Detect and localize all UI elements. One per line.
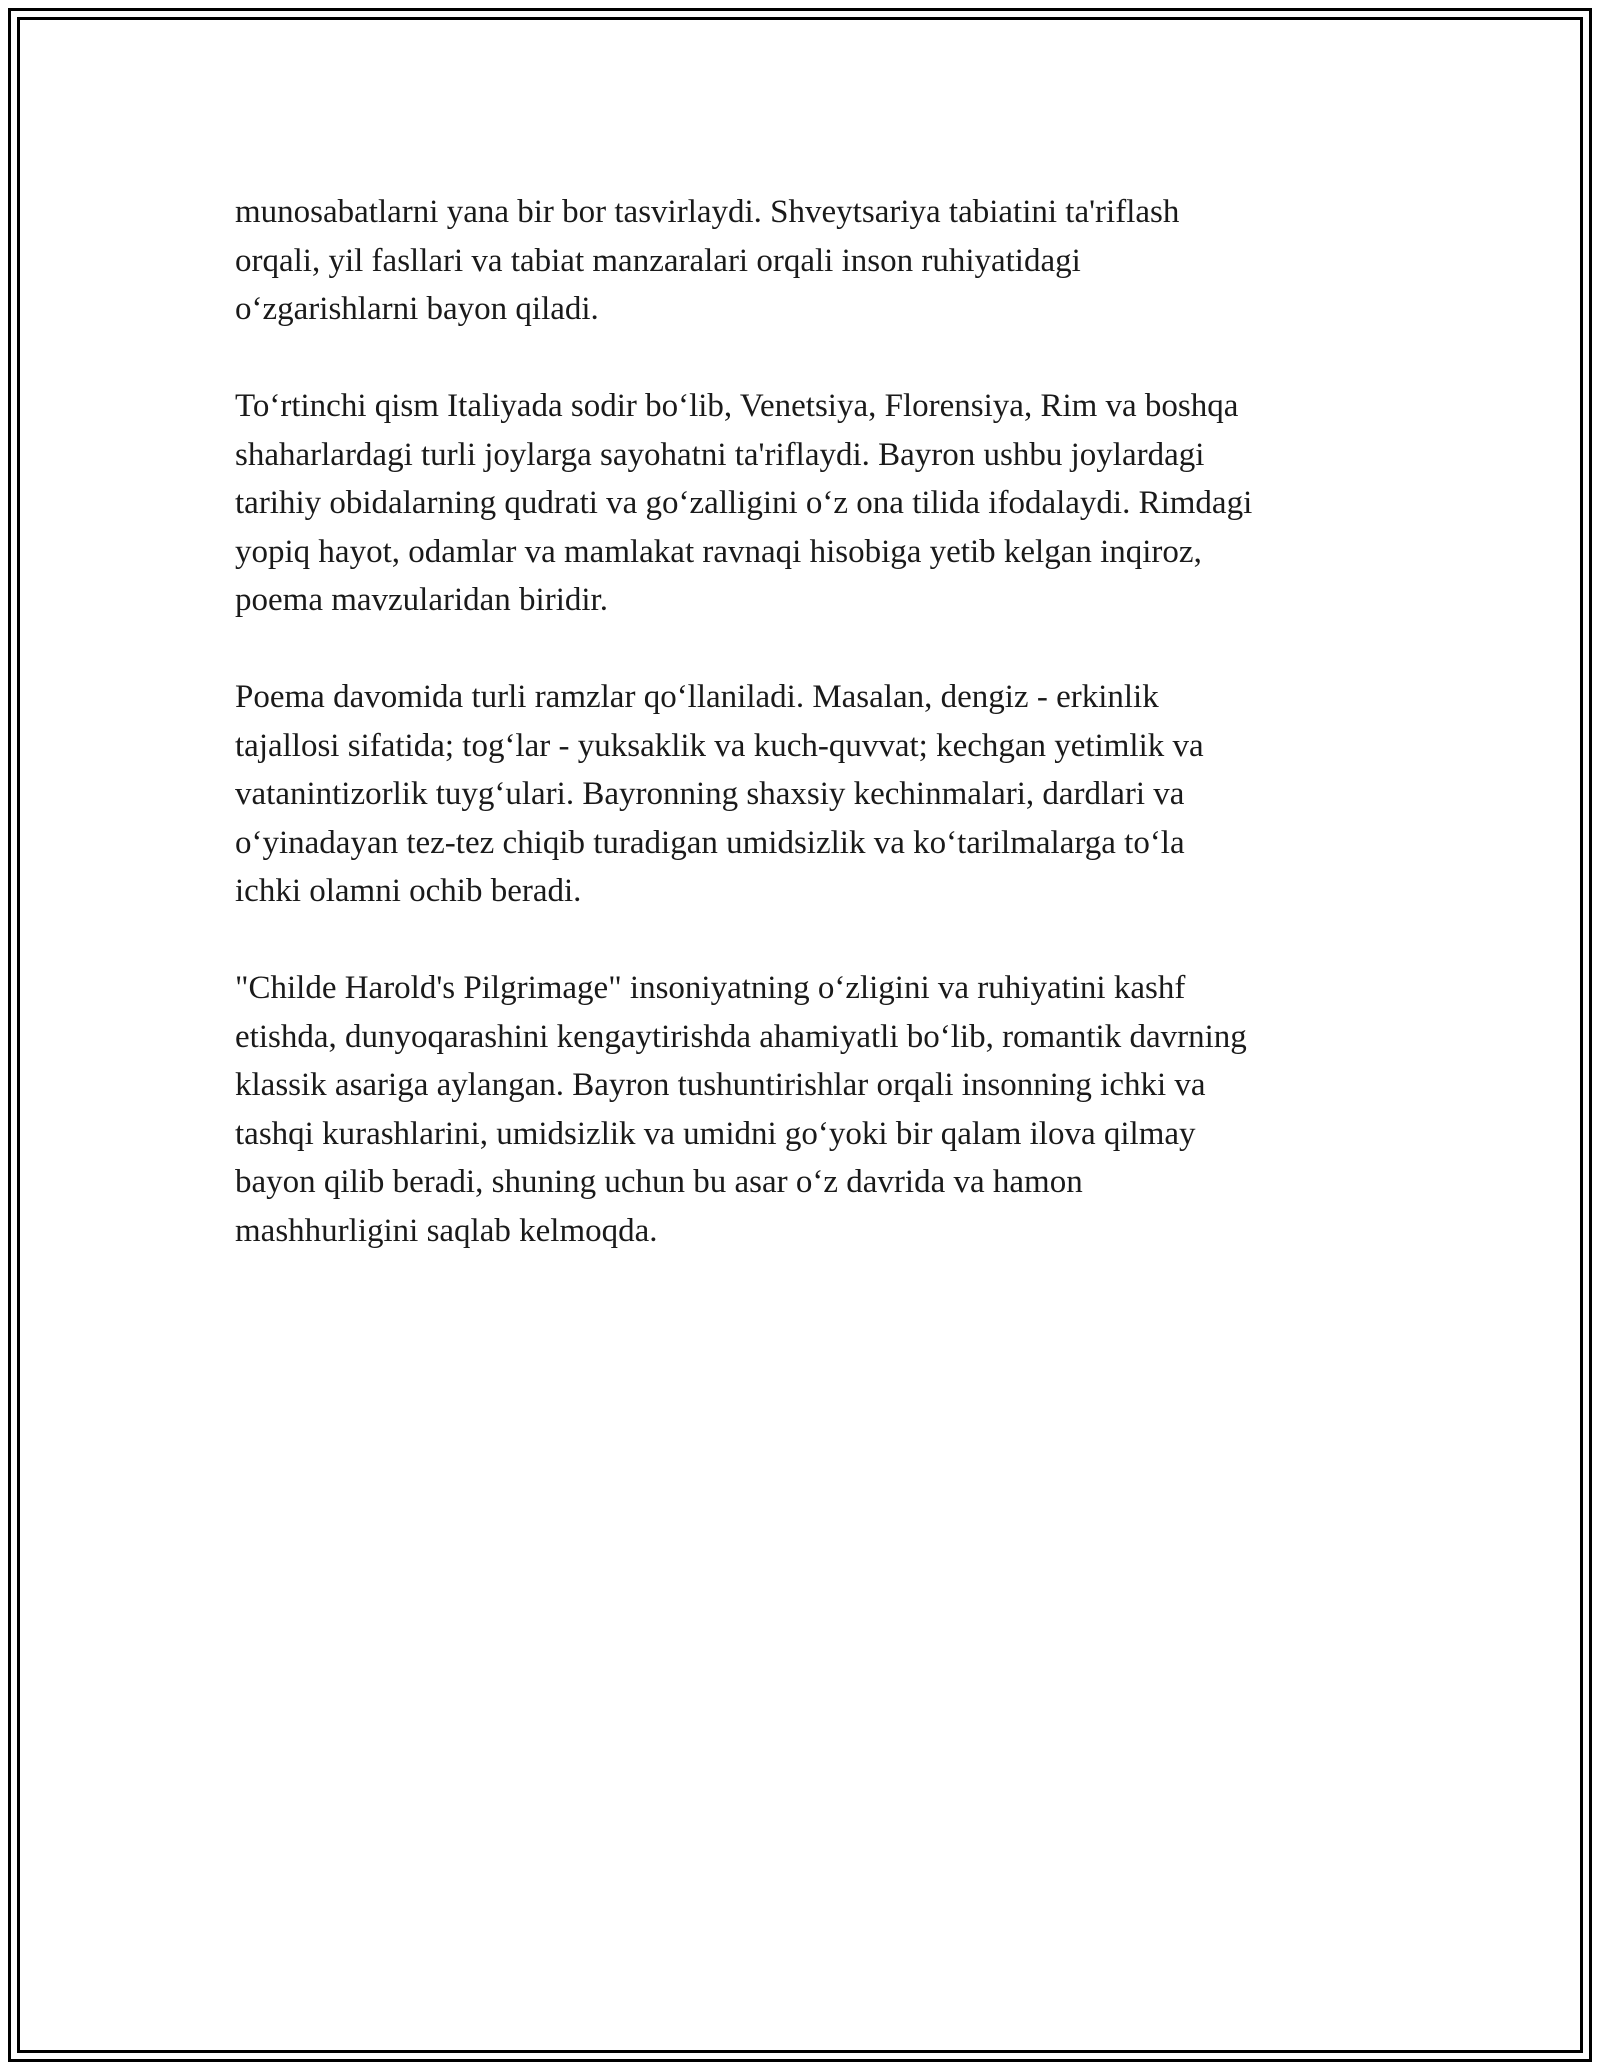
paragraph [235,964,1385,1255]
text-line: mashhurligini saqlab kelmoqda. [235,1212,658,1249]
paragraph [235,673,1385,916]
text-line: orqali, yil fasllari va tabiat manzaralari orqali inson ruhiyatidagi [235,242,1081,279]
text-line: tarihiy obidalarning qudrati va go‘zalligini o‘z ona tilida ifodalaydi. Rimdagi [235,485,1253,521]
text-line: tajallosi sifatida; tog‘lar - yuksaklik va kuch-quvvat; kechgan yetimlik va [235,727,1204,764]
text-line: klassik asariga aylangan. Bayron tushuntirishlar orqali insonning ichki va [235,1067,1206,1103]
text-line: poema mavzularidan biridir. [235,582,608,618]
text-line: Poema davomida turli ramzlar qo‘llaniladi. Masalan, dengiz - erkinlik [235,679,1159,715]
text-line: To‘rtinchi qism Italiyada sodir bo‘lib, Venetsiya, Florensiya, Rim va boshqa [235,388,1239,424]
text-line: ichki olamni ochib beradi. [235,873,582,909]
text-line: tashqi kurashlarini, umidsizlik va umidni go‘yoki bir qalam ilova qilmay [235,1115,1196,1152]
text-line: o‘zgarishlarni bayon qiladi. [235,291,599,327]
text-line: shaharlardagi turli joylarga sayohatni ta'riflaydi. Bayron ushbu joylardagi [235,436,1205,473]
paragraph [235,188,1385,334]
text-line: o‘yinadayan tez-tez chiqib turadigan umidsizlik va ko‘tarilmalarga to‘la [235,824,1185,861]
paragraph [235,382,1385,625]
text-line: "Childe Harold's Pilgrimage" insoniyatning o‘zligini va ruhiyatini kashf [235,970,1186,1006]
text-line: vatanintizorlik tuyg‘ulari. Bayronning shaxsiy kechinmalari, dardlari va [235,776,1185,812]
text-line: etishda, dunyoqarashini kengaytirishda ahamiyatli bo‘lib, romantik davrning [235,1018,1247,1055]
text-line: yopiq hayot, odamlar va mamlakat ravnaqi hisobiga yetib kelgan inqiroz, [235,533,1202,570]
document-body [235,188,1385,1304]
text-line: bayon qilib beradi, shuning uchun bu asar o‘z davrida va hamon [235,1164,1083,1200]
text-line: munosabatlarni yana bir bor tasvirlaydi. Shveytsariya tabiatini ta'riflash [235,194,1180,230]
